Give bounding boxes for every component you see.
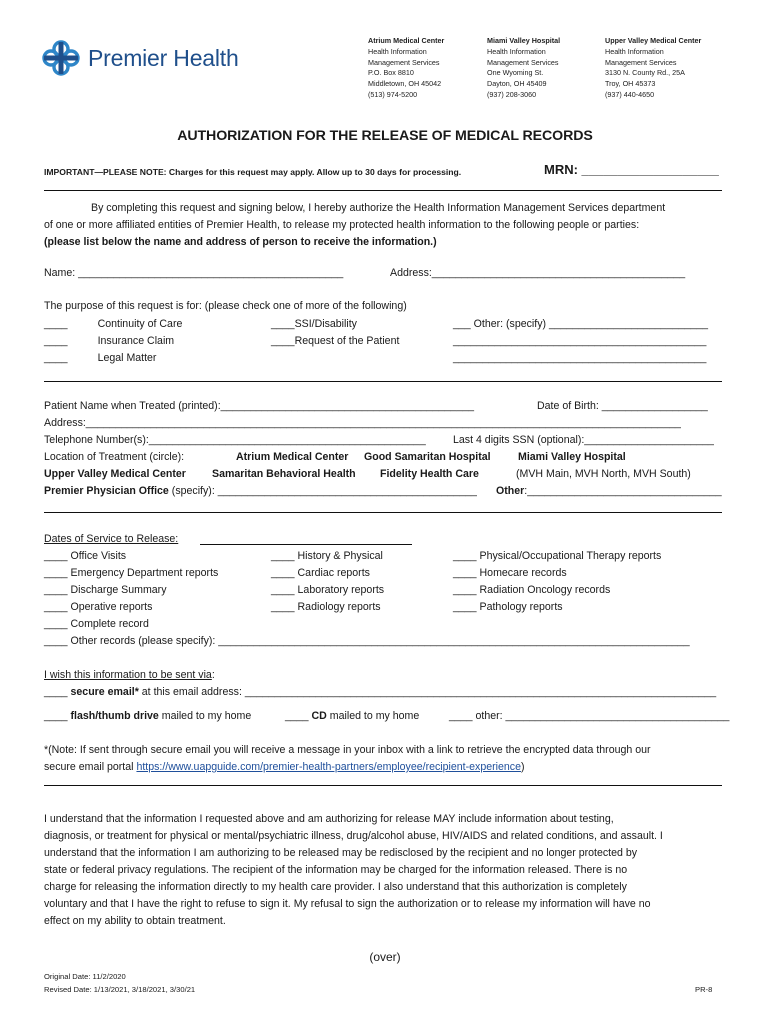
record-history-physical[interactable] — [271, 550, 383, 562]
option-label: Complete record — [70, 618, 149, 630]
premier-health-cross-icon — [40, 38, 82, 78]
consent-text-line: voluntary and that I have the right to refuse to sign it. My refusal to sign the authorization or to release my information will have no — [44, 898, 651, 910]
check-blank[interactable]: ____ — [271, 550, 295, 562]
record-emergency-department[interactable] — [44, 567, 218, 579]
check-blank[interactable]: ____ — [44, 335, 68, 347]
form-title: AUTHORIZATION FOR THE RELEASE OF MEDICAL RECORDS — [177, 128, 593, 144]
purpose-other-line[interactable]: ___________________________________________ — [453, 352, 707, 364]
location-fidelity[interactable]: Fidelity Health Care — [380, 468, 479, 480]
check-blank[interactable]: ____ — [44, 584, 68, 596]
important-note: IMPORTANT—PLEASE NOTE: Charges for this request may apply. Allow up to 30 days for processing. — [44, 167, 462, 177]
option-label: Other: (specify) ___________________________ — [473, 318, 709, 330]
record-laboratory-reports[interactable] — [271, 584, 384, 596]
divider — [44, 785, 722, 786]
check-blank[interactable]: ____ — [271, 584, 295, 596]
email-note-line-2 — [44, 761, 525, 773]
divider — [44, 381, 722, 382]
flash-drive-label: flash/thumb drive — [70, 710, 159, 722]
cd-rest: mailed to my home — [326, 710, 420, 722]
option-label: Pathology reports — [479, 601, 563, 613]
record-pt-ot-reports[interactable] — [453, 550, 661, 562]
location-label: Location of Treatment (circle): — [44, 451, 185, 463]
recipient-name-field[interactable]: Name: _____________________________________________ — [44, 267, 344, 279]
premier-health-logo — [40, 38, 239, 78]
hospital-line: P.O. Box 8810 — [368, 68, 414, 78]
option-label: History & Physical — [297, 550, 383, 562]
location-other[interactable] — [496, 485, 722, 497]
option-label: Emergency Department reports — [70, 567, 219, 579]
hospital-line: Management Services — [487, 57, 559, 67]
check-blank[interactable]: ____ — [44, 318, 68, 330]
consent-text-line: charge for releasing the information directly to my health care provider. I also understand that this authorization is completely — [44, 881, 627, 893]
hospital-name: Miami Valley Hospital — [487, 36, 561, 45]
check-blank[interactable]: ____ — [453, 550, 477, 562]
check-blank[interactable]: ____ — [271, 335, 295, 347]
purpose-legal-matter[interactable] — [44, 352, 156, 364]
patient-address-field[interactable]: Address:_____________________________________________________________________________________________________ — [44, 417, 681, 429]
patient-name-field[interactable]: Patient Name when Treated (printed):___________________________________________ — [44, 400, 474, 412]
purpose-heading: The purpose of this request is for: (please check one of more of the following) — [44, 300, 407, 312]
purpose-continuity-of-care[interactable] — [44, 318, 182, 330]
ssn-last4-field[interactable]: Last 4 digits SSN (optional):______________________ — [453, 434, 714, 446]
check-blank[interactable]: ____ — [44, 618, 68, 630]
option-label: Physical/Occupational Therapy reports — [479, 550, 662, 562]
record-discharge-summary[interactable] — [44, 584, 167, 596]
telephone-field[interactable]: Telephone Number(s):_______________________________________________ — [44, 434, 426, 446]
option-label: Cardiac reports — [297, 567, 370, 579]
check-blank[interactable]: ____ — [44, 567, 68, 579]
hospital-line: Health Information — [605, 46, 664, 56]
record-homecare-records[interactable] — [453, 567, 567, 579]
record-complete-record[interactable] — [44, 618, 149, 630]
option-label: Legal Matter — [97, 352, 157, 364]
location-miami-valley[interactable]: Miami Valley Hospital — [518, 451, 626, 463]
purpose-other-line[interactable]: ___________________________________________ — [453, 335, 707, 347]
record-other-records[interactable] — [44, 635, 690, 647]
delivery-other[interactable]: ____ other: ______________________________________ — [449, 710, 730, 722]
date-of-birth-field[interactable]: Date of Birth: __________________ — [537, 400, 708, 412]
form-id: PR-8 — [695, 985, 713, 994]
dates-of-service-label: Dates of Service to Release: — [44, 533, 179, 545]
location-other-line[interactable]: :_________________________________ — [524, 485, 722, 497]
check-blank[interactable]: ____ — [44, 635, 68, 647]
hospital-line: Management Services — [368, 57, 440, 67]
hospital-address-upper-valley — [605, 36, 701, 101]
option-label: Office Visits — [70, 550, 127, 562]
check-blank[interactable]: ____ — [453, 584, 477, 596]
consent-text-line: I understand that the information I requested above and am authorizing for release MAY include information about testing, — [44, 813, 614, 825]
hospital-line: (937) 440-4650 — [605, 89, 655, 99]
option-label: Radiation Oncology records — [479, 584, 611, 596]
hospital-line: Health Information — [368, 46, 427, 56]
secure-email-label: secure email* — [70, 686, 139, 698]
divider — [44, 190, 722, 191]
hospital-line: Dayton, OH 45409 — [487, 79, 547, 89]
delivery-secure-email[interactable] — [44, 686, 716, 698]
flash-drive-rest: mailed to my home — [158, 710, 252, 722]
original-date: Original Date: 11/2/2020 — [44, 972, 126, 981]
option-label: Other records (please specify): ________________________________________________________________________________ — [70, 635, 690, 647]
location-mvh-detail: (MVH Main, MVH North, MVH South) — [516, 468, 691, 480]
check-blank[interactable]: ____ — [271, 601, 295, 613]
hospital-line: (937) 208-3060 — [487, 89, 537, 99]
email-portal-link[interactable]: https://www.uapguide.com/premier-health-partners/employee/recipient-experience — [136, 761, 521, 773]
consent-text-line: understand that the information I am authorizing to be released may be redisclosed by the recipient and no longer protected by — [44, 847, 638, 859]
over-label: (over) — [369, 950, 401, 964]
purpose-request-of-patient[interactable] — [271, 335, 399, 347]
check-blank[interactable]: ____ — [453, 601, 477, 613]
intro-line: By completing this request and signing below, I hereby authorize the Health Information Management Services department — [91, 202, 666, 214]
option-label: Operative reports — [70, 601, 153, 613]
intro-instruction: (please list below the name and address of person to receive the information.) — [44, 236, 437, 248]
hospital-line: One Wyoming St. — [487, 68, 544, 78]
option-label: Continuity of Care — [97, 318, 183, 330]
hospital-name: Upper Valley Medical Center — [605, 36, 702, 45]
physician-office-specify[interactable]: (specify): ____________________________________________ — [168, 485, 477, 497]
record-office-visits[interactable] — [44, 550, 126, 562]
delivery-heading-colon: : — [211, 669, 215, 681]
hospital-line: Health Information — [487, 46, 546, 56]
purpose-ssi-disability[interactable] — [271, 318, 357, 330]
check-blank[interactable]: ___ — [453, 318, 471, 330]
option-label: Request of the Patient — [294, 335, 400, 347]
divider — [44, 512, 722, 513]
mrn-field[interactable]: MRN: ___________________ — [544, 162, 719, 177]
delivery-flash-drive[interactable] — [44, 710, 251, 722]
option-label: SSI/Disability — [294, 318, 357, 330]
email-note-suffix: ) — [520, 761, 525, 773]
record-pathology-reports[interactable] — [453, 601, 563, 613]
location-good-samaritan[interactable]: Good Samaritan Hospital — [364, 451, 491, 463]
intro-line: of one or more affiliated entities of Premier Health, to release my protected health information to the following people or parties: — [44, 219, 640, 231]
email-note-prefix: secure email portal — [44, 761, 137, 773]
location-upper-valley[interactable]: Upper Valley Medical Center — [44, 468, 186, 480]
hospital-line: 3130 N. County Rd., 25A — [605, 68, 685, 78]
check-blank[interactable]: ____ — [44, 601, 68, 613]
check-blank[interactable]: ____ — [44, 686, 71, 698]
location-samaritan-behavioral[interactable]: Samaritan Behavioral Health — [212, 468, 356, 480]
cd-label: CD — [311, 710, 327, 722]
hospital-line: Management Services — [605, 57, 677, 67]
check-blank[interactable]: ____ — [453, 567, 477, 579]
check-blank[interactable]: ____ — [271, 567, 295, 579]
hospital-line: Middletown, OH 45042 — [368, 79, 442, 89]
check-blank[interactable]: ____ — [285, 710, 312, 722]
check-blank[interactable]: ____ — [44, 550, 68, 562]
hospital-address-atrium — [368, 36, 444, 101]
check-blank[interactable]: ____ — [44, 710, 71, 722]
delivery-heading — [44, 669, 215, 681]
logo-text: Premier Health — [88, 44, 239, 71]
consent-text-line: state or federal privacy regulations. The recipient of the information may be charged for the information released. There is no — [44, 864, 628, 876]
record-operative-reports[interactable] — [44, 601, 152, 613]
option-label: Insurance Claim — [97, 335, 175, 347]
option-label: Homecare records — [479, 567, 567, 579]
purpose-insurance-claim[interactable] — [44, 335, 174, 347]
location-atrium[interactable]: Atrium Medical Center — [236, 451, 349, 463]
record-radiation-oncology[interactable] — [453, 584, 610, 596]
physician-office-label: Premier Physician Office — [44, 485, 169, 497]
consent-text-line: effect on my ability to obtain treatment. — [44, 915, 226, 927]
check-blank[interactable]: ____ — [44, 352, 68, 364]
delivery-cd[interactable] — [285, 710, 419, 722]
location-other-label: Other — [496, 485, 525, 497]
delivery-heading-text: I wish this information to be sent via — [44, 669, 212, 681]
dates-of-service-field[interactable] — [200, 544, 412, 545]
check-blank[interactable]: ____ — [271, 318, 295, 330]
record-cardiac-reports[interactable] — [271, 567, 370, 579]
purpose-other[interactable] — [453, 318, 708, 330]
location-physician-office[interactable] — [44, 485, 477, 497]
option-label: Discharge Summary — [70, 584, 167, 596]
revised-date: Revised Date: 1/13/2021, 3/18/2021, 3/30/21 — [44, 985, 196, 994]
option-label: Radiology reports — [297, 601, 381, 613]
hospital-name: Atrium Medical Center — [368, 36, 445, 45]
email-note-line: *(Note: If sent through secure email you will receive a message in your inbox with a link to retrieve the encrypted data through our — [44, 744, 651, 756]
hospital-line: Troy, OH 45373 — [605, 79, 656, 89]
consent-text-line: diagnosis, or treatment for physical or mental/psychiatric illness, drug/alcohol abuse, HIV/AIDS and related conditions, and assault. I — [44, 830, 663, 842]
hospital-address-miami-valley — [487, 36, 560, 101]
option-label: Laboratory reports — [297, 584, 385, 596]
email-address-field[interactable]: at this email address: ________________________________________________________________________________ — [138, 686, 717, 698]
recipient-address-field[interactable]: Address:___________________________________________ — [390, 267, 686, 279]
record-radiology-reports[interactable] — [271, 601, 381, 613]
hospital-line: (513) 974-5200 — [368, 89, 418, 99]
